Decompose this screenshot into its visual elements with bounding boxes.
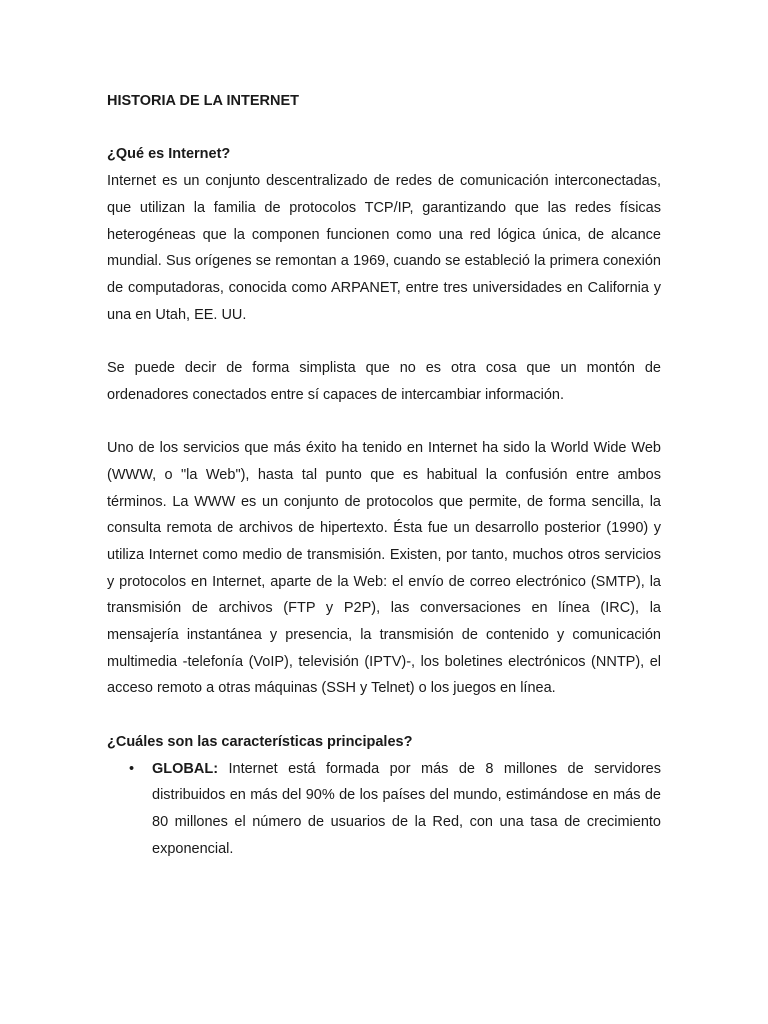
document-page [107, 88, 661, 862]
bullet-text: Internet está formada por más de 8 millones de servidores distribuidos en más del 90% de los países del mundo, estimándose en más de 80 millones el número de usuarios de la Red, con una tasa de crecimiento exponencial. [152, 760, 661, 857]
paragraph-simplista: Se puede decir de forma simplista que no es otra cosa que un montón de ordenadores conectados entre sí capaces de intercambiar información. [107, 360, 661, 403]
bullet-icon: • [129, 760, 135, 777]
bullet-term: GLOBAL: [152, 760, 219, 777]
section-heading-que-es-internet: ¿Qué es Internet? [107, 146, 231, 163]
section-heading-caracteristicas: ¿Cuáles son las características principales? [107, 733, 413, 750]
paragraph-servicios: Uno de los servicios que más éxito ha tenido en Internet ha sido la World Wide Web (WWW, o "la Web"), hasta tal punto que es habitual la confusión entre ambos términos. La WWW es un conjunto de protocolos que permite, de forma sencilla, la consulta remota de archivos de hipertexto. Ésta fue un desarrollo posterior (1990) y utiliza Internet como medio de transmisión. Existen, por tanto, muchos otros servicios y protocolos en Internet, aparte de la Web: el envío de correo electrónico (SMTP), la transmisión de archivos (FTP y P2P), las conversaciones en línea (IRC), la mensajería instantánea y presencia, la transmisión de contenido y comunicación multimedia -telefonía (VoIP), televisión (IPTV)-, los boletines electrónicos (NNTP), el acceso remoto a otras máquinas (SSH y Telnet) o los juegos en línea. [107, 440, 661, 697]
characteristics-list [107, 756, 661, 863]
document-title: HISTORIA DE LA INTERNET [107, 93, 299, 109]
paragraph-definition: Internet es un conjunto descentralizado de redes de comunicación interconectadas, que utilizan la familia de protocolos TCP/IP, garantizando que las redes físicas heterogéneas que la componen funcionen como una red lógica única, de alcance mundial. Sus orígenes se remontan a 1969, cuando se estableció la primera conexión de computadoras, conocida como ARPANET, entre tres universidades en California y una en Utah, EE. UU. [107, 173, 661, 323]
list-item [107, 756, 661, 863]
